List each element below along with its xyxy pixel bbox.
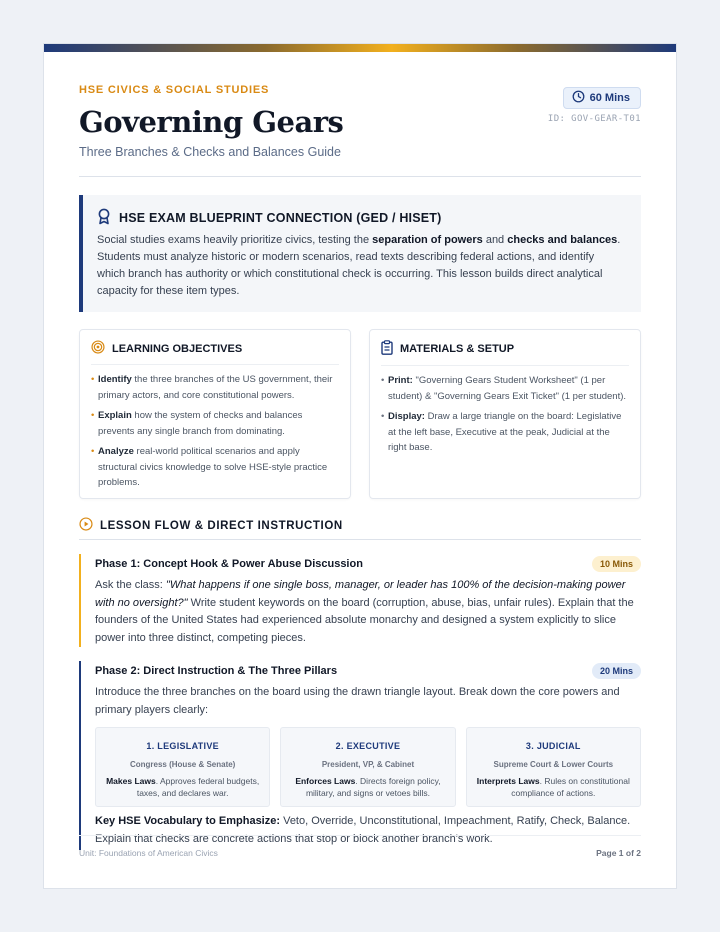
objectives-list <box>91 372 339 491</box>
duration-badge <box>563 87 641 109</box>
branch-name: 2. EXECUTIVE <box>335 741 401 751</box>
award-ribbon-icon <box>97 208 111 228</box>
branch-card-executive <box>280 727 455 807</box>
branch-card-judicial <box>466 727 641 807</box>
page-title: Governing Gears <box>79 105 344 139</box>
blueprint-callout <box>79 195 641 312</box>
phase-1-header <box>95 554 641 572</box>
info-cards <box>79 329 641 499</box>
phase-2-intro: Introduce the three branches on the board using the drawn triangle layout. Break down the core powers and primary players clearly: <box>95 686 620 716</box>
materials-list <box>381 373 629 456</box>
page-header <box>79 52 641 177</box>
branch-name: 3. JUDICIAL <box>525 741 581 751</box>
branch-actors: Supreme Court & Lower Courts <box>493 760 614 769</box>
branch-powers: Interprets Laws. Rules on constitutional compliance of actions. <box>476 776 630 798</box>
blueprint-heading-row <box>97 208 621 228</box>
blueprint-heading: HSE EXAM BLUEPRINT CONNECTION (GED / HISET) <box>119 211 442 225</box>
lesson-page <box>43 43 677 889</box>
phase-2-header <box>95 661 641 679</box>
duration-label: 60 Mins <box>589 92 630 104</box>
clock-icon <box>572 90 585 106</box>
blueprint-text: Social studies exams heavily prioritize civics, testing the separation of powers and checks and balances. Students must analyze historic or modern scenarios, read texts describing federal actions, and identify which branch has authority or which constitutional check is occurring. This lesson builds direct analytical capacity for these item types. <box>97 234 621 297</box>
vocabulary-note: Key HSE Vocabulary to Emphasize: Veto, Override, Unconstitutional, Impeachment, Ratify, Check, Balance. Explain that checks are concrete actions that stop or block another branch's work. <box>95 815 631 845</box>
materials-card <box>369 329 641 499</box>
objectives-heading-row <box>91 340 339 365</box>
document-id: ID: GOV-GEAR-T01 <box>547 114 641 124</box>
page-number: Page 1 of 2 <box>596 848 641 858</box>
branch-powers: Enforces Laws. Directs foreign policy, military, and signs or vetoes bills. <box>295 776 441 798</box>
materials-heading-row <box>381 340 629 366</box>
branch-powers: Makes Laws. Approves federal budgets, taxes, and declares war. <box>106 776 260 798</box>
accent-bar <box>44 44 676 52</box>
play-circle-icon <box>79 517 93 534</box>
course-kicker: HSE CIVICS & SOCIAL STUDIES <box>79 84 270 96</box>
list-item: • Analyze real-world political scenarios and apply structural civics knowledge to solve HSE-style practice problems. <box>91 444 339 491</box>
branch-actors: President, VP, & Cabinet <box>321 760 415 769</box>
phase-1 <box>79 554 641 647</box>
page-subtitle: Three Branches & Checks and Balances Guide <box>79 145 341 159</box>
page-footer <box>79 835 641 858</box>
clipboard-icon <box>381 340 393 358</box>
unit-label: Unit: Foundations of American Civics <box>79 848 218 858</box>
list-item: • Explain how the system of checks and balances prevents any single branch from dominating. <box>91 408 339 439</box>
phase-2 <box>79 661 641 850</box>
lesson-flow-heading: LESSON FLOW & DIRECT INSTRUCTION <box>100 519 343 532</box>
target-icon <box>91 340 105 357</box>
branch-grid <box>95 727 641 807</box>
materials-heading: MATERIALS & SETUP <box>400 343 515 355</box>
branch-card-legislative <box>95 727 270 807</box>
lesson-flow-heading-row <box>79 517 641 540</box>
branch-name: 1. LEGISLATIVE <box>146 741 219 751</box>
list-item: • Display: Draw a large triangle on the board: Legislative at the left base, Executive at the peak, Judicial at the right base. <box>381 409 629 456</box>
phase-2-title: Phase 2: Direct Instruction & The Three Pillars <box>95 665 338 677</box>
objectives-heading: LEARNING OBJECTIVES <box>112 342 243 355</box>
list-item: • Print: "Governing Gears Student Worksheet" (1 per student) & "Governing Gears Exit Ticket" (1 per student). <box>381 373 629 404</box>
objectives-card <box>79 329 351 499</box>
list-item: • Identify the three branches of the US government, their primary actors, and core constitutional powers. <box>91 372 339 403</box>
branch-actors: Congress (House & Senate) <box>129 760 236 769</box>
phase-2-time-badge: 20 Mins <box>592 663 641 679</box>
phase-1-time-badge: 10 Mins <box>592 556 641 572</box>
phase-1-title: Phase 1: Concept Hook & Power Abuse Discussion <box>95 558 363 570</box>
phase-1-text: Ask the class: "What happens if one single boss, manager, or leader has 100% of the decision-making power with no oversight?" Write student keywords on the board (corruption, abuse, bias, unfair rules). Explain that the founders of the United States had experienced absolute monarchy and designed a system explicitly to slice power into three distinct, competing pieces. <box>95 579 634 644</box>
